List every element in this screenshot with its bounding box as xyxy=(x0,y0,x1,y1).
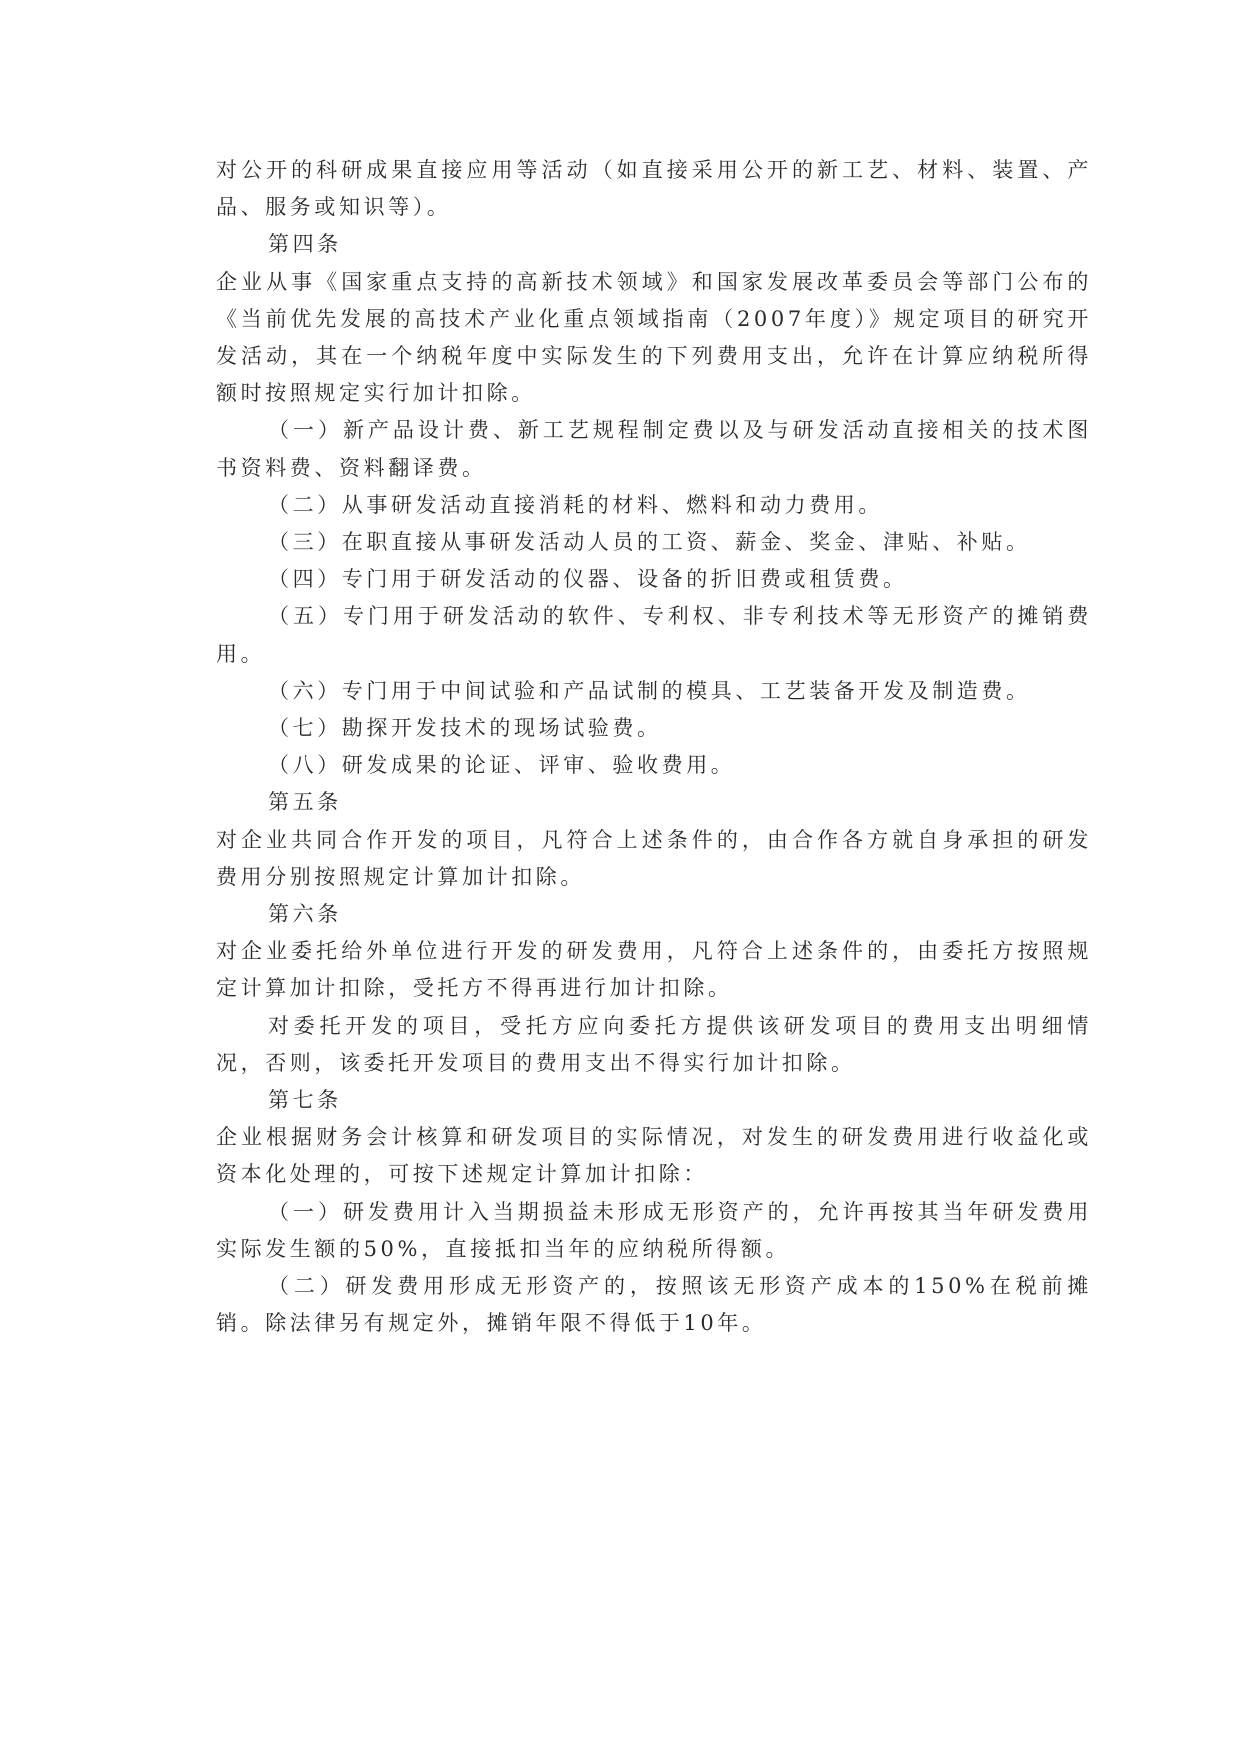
list-item: （五）专门用于研发活动的软件、专利权、非专利技术等无形资产的摊销费用。 xyxy=(216,604,1092,666)
document-body xyxy=(216,152,1092,1343)
paragraph-body: 对企业共同合作开发的项目，凡符合上述条件的，由合作各方就自身承担的研发费用分别按照规定计算加计扣除。 xyxy=(216,827,1092,889)
list-item: （二）研发费用形成无形资产的，按照该无形资产成本的150%在税前摊销。除法律另有规定外，摊销年限不得低于10年。 xyxy=(216,1274,1092,1336)
article-heading: 第七条 xyxy=(268,1088,342,1113)
list-item: （三）在职直接从事研发活动人员的工资、薪金、奖金、津贴、补贴。 xyxy=(268,530,1031,555)
list-item: （六）专门用于中间试验和产品试制的模具、工艺装备开发及制造费。 xyxy=(268,678,1031,703)
list-item: （一）新产品设计费、新工艺规程制定费以及与研发活动直接相关的技术图书资料费、资料翻译费。 xyxy=(216,418,1092,480)
paragraph-body: 企业根据财务会计核算和研发项目的实际情况，对发生的研发费用进行收益化或资本化处理的，可按下述规定计算加计扣除： xyxy=(216,1125,1092,1187)
paragraph-body: 对公开的科研成果直接应用等活动（如直接采用公开的新工艺、材料、装置、产品、服务或知识等）。 xyxy=(216,158,1092,220)
paragraph-body: 企业从事《国家重点支持的高新技术领域》和国家发展改革委员会等部门公布的《当前优先发展的高技术产业化重点领域指南（2007年度）》规定项目的研究开发活动，其在一个纳税年度中实际发生的下列费用支出，允许在计算应纳税所得额时按照规定实行加计扣除。 xyxy=(216,269,1092,406)
list-item: （八）研发成果的论证、评审、验收费用。 xyxy=(268,753,736,778)
article-heading: 第五条 xyxy=(268,790,342,815)
list-item: （七）勘探开发技术的现场试验费。 xyxy=(268,716,662,741)
paragraph-body: 对企业委托给外单位进行开发的研发费用，凡符合上述条件的，由委托方按照规定计算加计扣除，受托方不得再进行加计扣除。 xyxy=(216,939,1092,1001)
article-heading: 第六条 xyxy=(268,902,342,927)
paragraph-indented: 对委托开发的项目，受托方应向委托方提供该研发项目的费用支出明细情况，否则，该委托开发项目的费用支出不得实行加计扣除。 xyxy=(216,1013,1092,1075)
list-item: （一）研发费用计入当期损益未形成无形资产的，允许再按其当年研发费用实际发生额的50%，直接抵扣当年的应纳税所得额。 xyxy=(216,1199,1092,1261)
list-item: （四）专门用于研发活动的仪器、设备的折旧费或租赁费。 xyxy=(268,567,908,592)
list-item: （二）从事研发活动直接消耗的材料、燃料和动力费用。 xyxy=(268,492,883,517)
article-heading: 第四条 xyxy=(268,232,342,257)
